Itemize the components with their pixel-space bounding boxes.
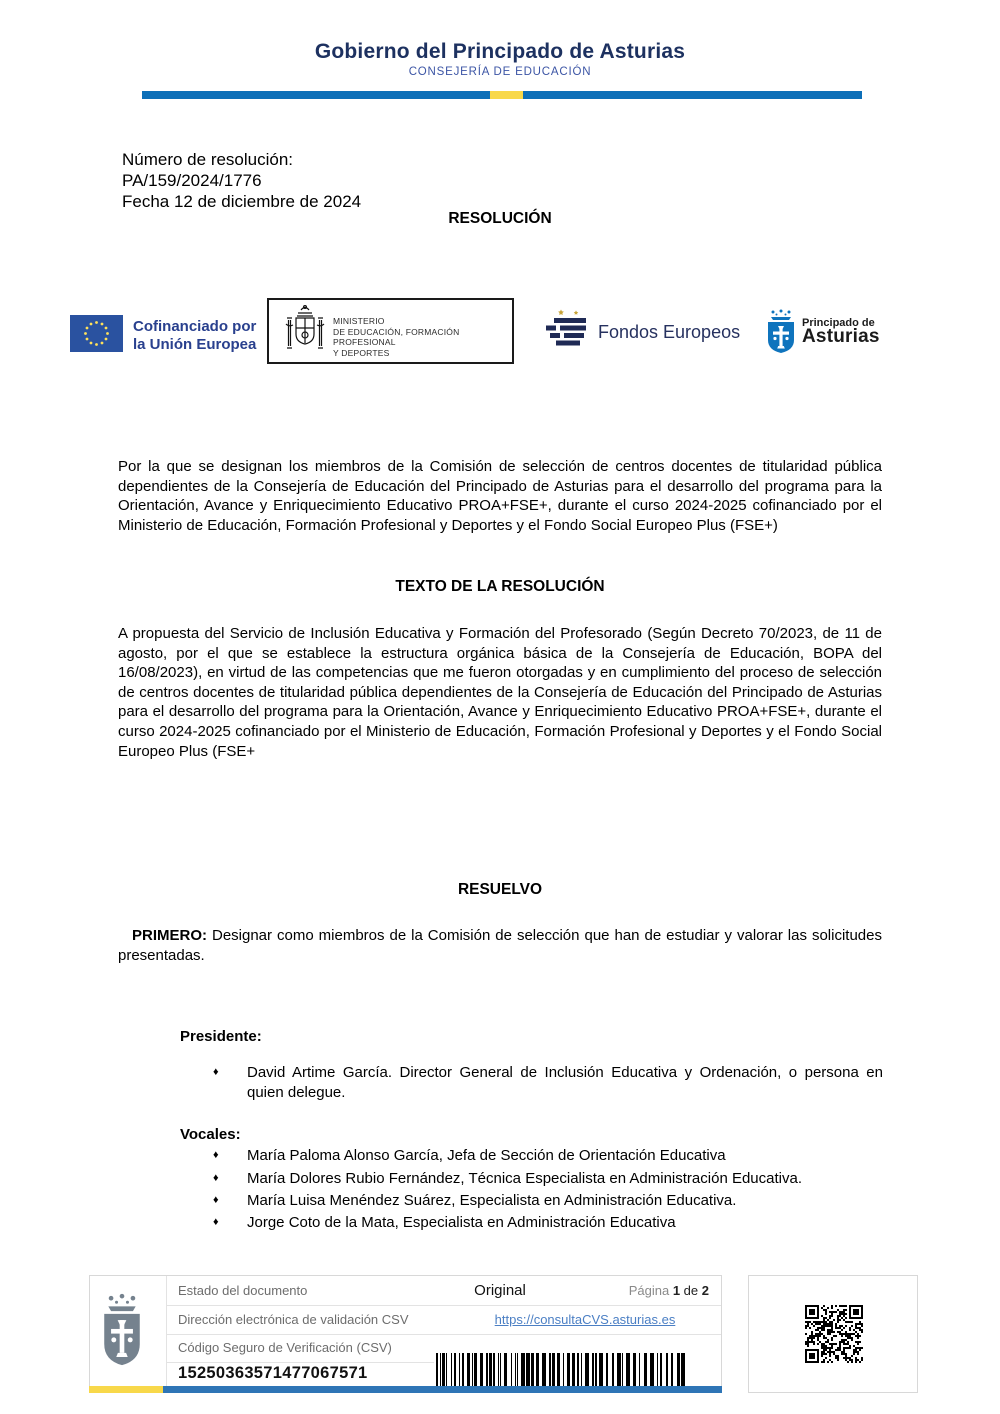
page-current: 1 (672, 1283, 681, 1298)
qr-code (805, 1305, 863, 1363)
asturias-shield-icon (765, 309, 797, 360)
paragraph-designation: Por la que se designan los miembros de la Comisión de selección de centros docentes de titularidad pública dependientes de la Consejería de Educación del Principado de Asturias para el desarrollo del programa para la Orientación, Avance y Enriquecimiento Educativo PROA+FSE+, durante el curso 2024-2025 cofinanciado por el Ministerio de Educación, Formación Profesional y Deportes y el Fondo Social Europeo Plus (FSE+) (118, 458, 882, 534)
ministry-line1: MINISTERIO (333, 316, 385, 326)
heading-resuelvo: RESUELVO (457, 881, 543, 898)
vocal-item: María Luisa Menéndez Suárez, Especialista en Administración Educativa. (247, 1192, 737, 1209)
heading-texto-resolucion: TEXTO DE LA RESOLUCIÓN (395, 578, 605, 595)
bar-blue-right (523, 91, 862, 99)
qr-code-box (748, 1275, 918, 1393)
presidente-item: David Artime García. Director General de Inclusión Educativa y Ordenación, o persona en quien delegue. (247, 1064, 883, 1101)
estado-value: Original (474, 1282, 526, 1299)
bullet-icon: ♦ (213, 1216, 219, 1228)
presidente-label: Presidente: (180, 1028, 262, 1045)
csv-value: 15250363571477067571 (178, 1364, 368, 1382)
gov-title: Gobierno del Principado de Asturias (314, 40, 686, 63)
csv-direction-label: Dirección electrónica de validación CSV (178, 1312, 409, 1327)
bar-blue-left (142, 91, 490, 99)
bar-yellow-segment (490, 91, 523, 99)
csv-validation-link[interactable]: https://consultaCVS.asturias.es (494, 1312, 676, 1327)
asturias-line1: Principado de (802, 317, 875, 329)
ministry-line3: Y DEPORTES (333, 347, 390, 358)
resolution-number-value: PA/159/2024/1776 (122, 171, 262, 190)
page-sep: de (683, 1283, 699, 1298)
page-total: 2 (701, 1283, 709, 1298)
footer-row-divider (166, 1362, 434, 1363)
gov-subtitle: CONSEJERÍA DE EDUCACIÓN (408, 66, 592, 78)
eu-flag-icon (70, 315, 123, 357)
strip-blue (163, 1386, 722, 1393)
footer-row-divider (166, 1334, 721, 1335)
spain-coat-of-arms-icon (281, 304, 329, 363)
paragraph-propuesta: A propuesta del Servicio de Inclusión Educativa y Formación del Profesorado (Según Decreto 70/2023, de 11 de agosto, por el que se establece la estructura orgánica básica de la Consejería de Educación, BOPA del 16/08/2023), en virtud de las competencias que me fueron otorgadas y en cumplimiento del proceso de selección de centros docentes de titularidad pública dependientes de la Consejería de Educación del Principado de Asturias para el desarrollo del programa para la Orientación, Avance y Enriquecimiento Educativo PROA+FSE+, durante el curso 2024-2025 cofinanciado por el Ministerio de Educación, Formación Profesional y Deportes y el Fondo Social Europeo Plus (FSE+ (118, 625, 882, 760)
primero-text: Designar como miembros de la Comisión de selección que han de estudiar y valorar las solicitudes presentadas. (118, 927, 882, 964)
resolution-date: Fecha 12 de diciembre de 2024 (122, 192, 362, 211)
validation-footer-box (89, 1275, 722, 1393)
ministry-logo-box (267, 298, 514, 364)
vocal-item: María Paloma Alonso García, Jefa de Sección de Orientación Educativa (247, 1147, 726, 1164)
heading-resolucion: RESOLUCIÓN (448, 210, 552, 227)
strip-yellow (89, 1386, 163, 1393)
fondos-europeos-label: Fondos Europeos (598, 322, 741, 342)
principado-asturias-label (802, 317, 880, 347)
fondos-europeos-icon (540, 308, 592, 357)
csv-code-label: Código Seguro de Verificación (CSV) (178, 1340, 392, 1355)
eu-cofinanced-label (133, 318, 256, 354)
vocal-item: María Dolores Rubio Fernández, Técnica Especialista en Administración Educativa. (247, 1170, 802, 1187)
page-indicator (629, 1283, 709, 1298)
header-divider-bar (142, 91, 862, 99)
asturias-line2: Asturias (802, 326, 880, 347)
paragraph-primero (118, 926, 882, 965)
footer-accent-strip (89, 1386, 722, 1393)
vocal-item: Jorge Coto de la Mata, Especialista en Administración Educativa (247, 1214, 676, 1231)
bullet-icon: ♦ (213, 1172, 219, 1184)
vocales-label: Vocales: (180, 1126, 241, 1143)
footer-vertical-divider (166, 1276, 167, 1386)
resolution-number-label: Número de resolución: (122, 150, 294, 169)
footer-row-divider (166, 1305, 721, 1306)
asturias-footer-shield-icon (100, 1290, 144, 1377)
primero-label: PRIMERO: (132, 927, 207, 944)
ministry-line2: DE EDUCACIÓN, FORMACIÓN PROFESIONAL (333, 326, 460, 347)
bullet-icon: ♦ (213, 1066, 219, 1078)
bullet-icon: ♦ (213, 1149, 219, 1161)
page-label: Página (628, 1283, 670, 1298)
bullet-icon: ♦ (213, 1194, 219, 1206)
eu-label-line2: la Unión Europea (133, 336, 257, 353)
ministry-label (333, 316, 512, 358)
barcode (436, 1353, 686, 1387)
eu-label-line1: Cofinanciado por (133, 318, 257, 335)
estado-label: Estado del documento (178, 1283, 308, 1298)
resolution-meta (122, 149, 361, 212)
